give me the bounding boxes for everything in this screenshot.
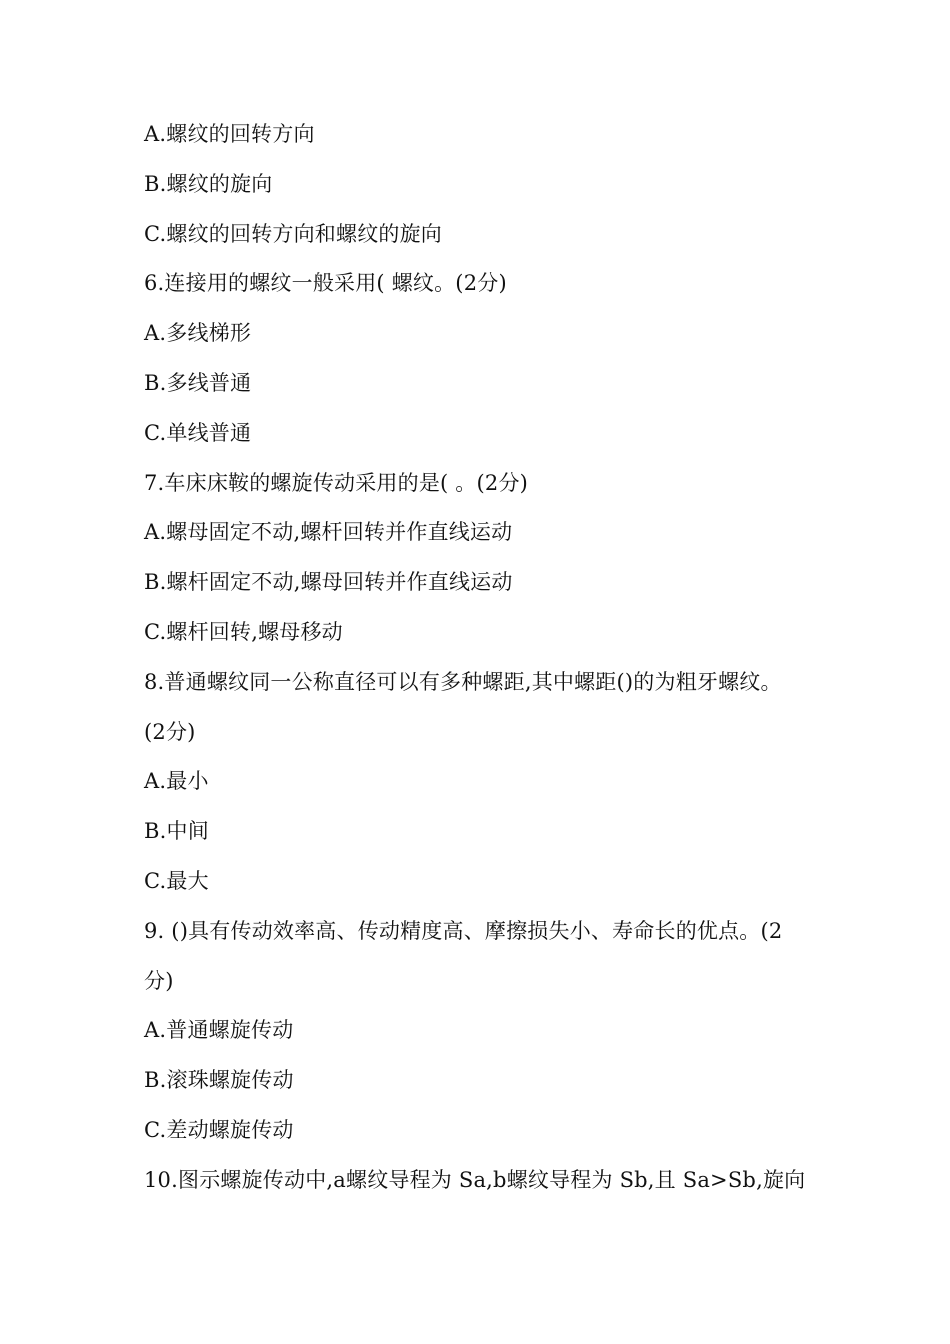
question-8-score: (2分) <box>144 719 196 744</box>
option-7b: B.螺杆固定不动,螺母回转并作直线运动 <box>144 570 513 595</box>
option-8b: B.中间 <box>144 819 209 844</box>
option-5c: C.螺纹的回转方向和螺纹的旋向 <box>144 221 442 246</box>
question-7: 7.车床床鞍的螺旋传动采用的是( 。(2分) <box>144 470 529 495</box>
option-5b: B.螺纹的旋向 <box>144 171 273 196</box>
question-9: 9. ()具有传动效率高、传动精度高、摩擦损失小、寿命长的优点。(2 <box>144 918 783 943</box>
option-7c: C.螺杆回转,螺母移动 <box>144 619 343 644</box>
option-9a: A.普通螺旋传动 <box>144 1018 294 1043</box>
option-6b: B.多线普通 <box>144 370 252 395</box>
question-8: 8.普通螺纹同一公称直径可以有多种螺距,其中螺距()的为粗牙螺纹。 <box>144 669 782 694</box>
option-7a: A.螺母固定不动,螺杆回转并作直线运动 <box>144 520 513 545</box>
option-8a: A.最小 <box>144 769 209 794</box>
option-6c: C.单线普通 <box>144 420 252 445</box>
question-10: 10.图示螺旋传动中,a螺纹导程为 Sa,b螺纹导程为 Sb,且 Sa>Sb,旋向 <box>144 1167 806 1192</box>
document-body <box>144 116 824 1212</box>
option-8c: C.最大 <box>144 868 209 893</box>
option-9b: B.滚珠螺旋传动 <box>144 1068 294 1093</box>
question-6: 6.连接用的螺纹一般采用( 螺纹。(2分) <box>144 271 507 296</box>
option-6a: A.多线梯形 <box>144 321 252 346</box>
option-5a: A.螺纹的回转方向 <box>144 122 315 146</box>
question-9-score: 分) <box>144 968 174 993</box>
option-9c: C.差动螺旋传动 <box>144 1117 294 1142</box>
